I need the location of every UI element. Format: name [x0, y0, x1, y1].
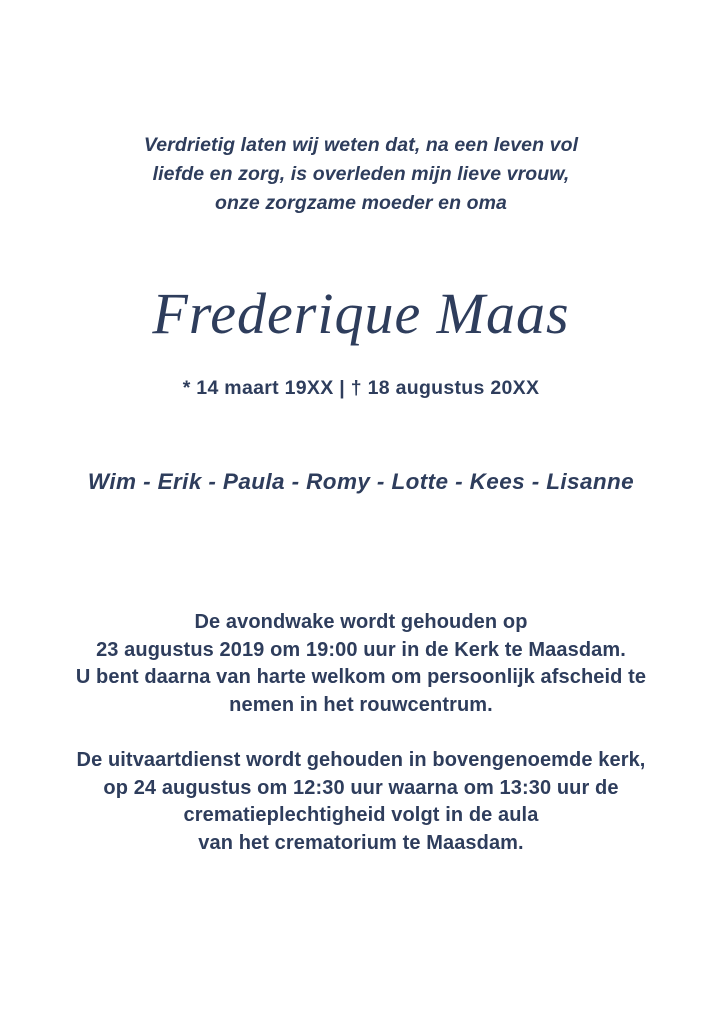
wake-line: De avondwake wordt gehouden op: [194, 611, 528, 633]
service-line: van het crematorium te Maasdam.: [198, 831, 524, 854]
intro-line: Verdrietig laten wij weten dat, na een leven vol: [143, 134, 579, 156]
service-line: crematieplechtigheid volgt in de aula: [183, 804, 539, 826]
family-names: Wim - Erik - Paula - Romy - Lotte - Kees - Lisanne: [87, 469, 635, 494]
intro-line: liefde en zorg, is overleden mijn lieve vrouw,: [152, 163, 570, 185]
wake-paragraph: [0, 609, 722, 719]
wake-line: 23 augustus 2019 om 19:00 uur in de Kerk te Maasdam.: [96, 638, 626, 661]
service-paragraph: [0, 747, 722, 857]
wake-line: nemen in het rouwcentrum.: [229, 693, 493, 716]
deceased-name: Frederique Maas: [152, 281, 570, 346]
intro-line: onze zorgzame moeder en oma: [214, 192, 508, 214]
service-line: op 24 augustus om 12:30 uur waarna om 13:30 uur de: [103, 776, 619, 799]
wake-line: U bent daarna van harte welkom om persoonlijk afscheid te: [75, 666, 647, 688]
birth-death-dates: * 14 maart 19XX | † 18 augustus 20XX: [182, 377, 540, 399]
intro-text: [0, 131, 722, 218]
service-line: De uitvaartdienst wordt gehouden in bovengenoemde kerk,: [76, 749, 646, 771]
